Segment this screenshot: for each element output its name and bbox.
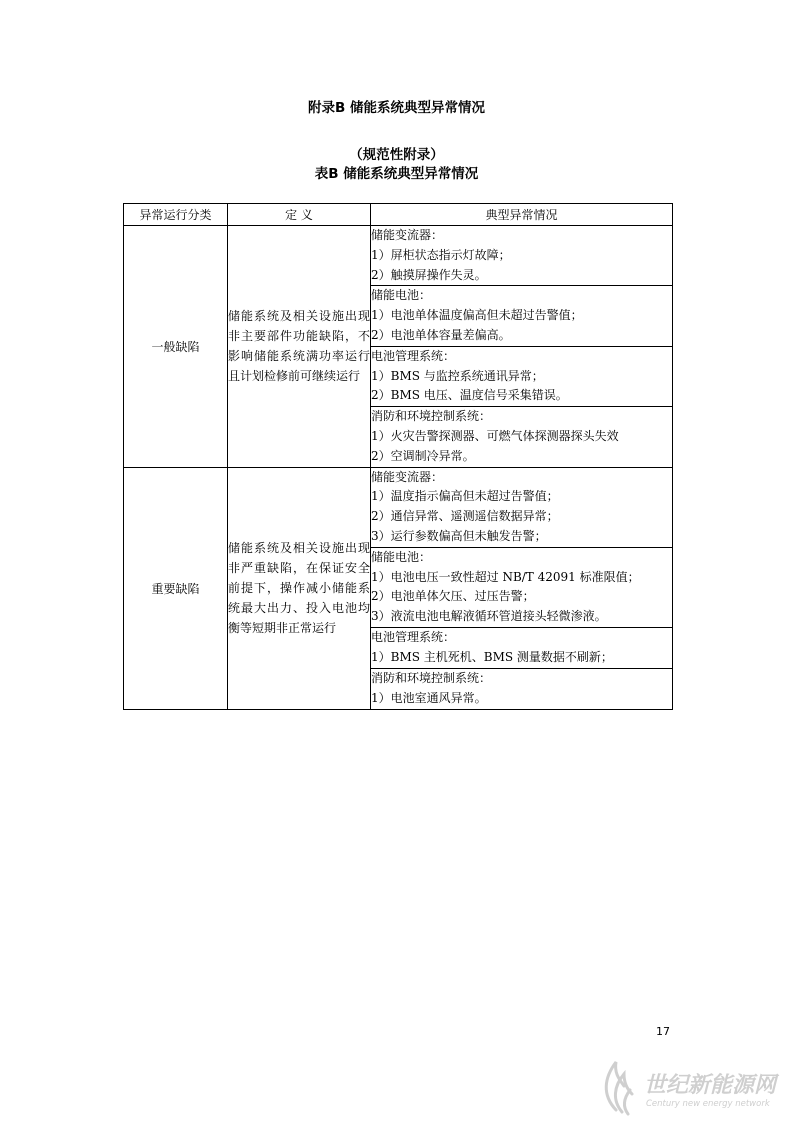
system-cell	[371, 467, 673, 547]
header-category: 异常运行分类	[124, 204, 228, 226]
definition-text: 储能系统及相关设施出现非严重缺陷，在保证安全前提下，操作减小储能系统最大出力、投入电池均衡等短期非正常运行	[228, 541, 370, 636]
anomaly-item: 3）运行参数偏高但未触发告警；	[371, 528, 547, 543]
system-cell	[371, 668, 673, 709]
definition-cell	[228, 226, 371, 468]
definition-text: 储能系统及相关设施出现非主要部件功能缺陷，不影响储能系统满功率运行且计划检修前可继续运行	[228, 309, 370, 384]
system-title: 储能变流器：	[371, 469, 444, 484]
anomaly-item: 2）电池单体欠压、过压告警；	[371, 589, 535, 604]
page-number: 17	[656, 1025, 670, 1038]
category-cell: 一般缺陷	[124, 226, 228, 468]
watermark-text: 世纪新能源网	[644, 1073, 777, 1098]
anomaly-item: 1）BMS 与监控系统通讯异常；	[371, 368, 544, 383]
system-title: 储能电池：	[371, 549, 432, 564]
header-definition: 定 义	[228, 204, 371, 226]
definition-cell	[228, 467, 371, 709]
anomaly-item: 1）电池室通风异常。	[371, 690, 487, 705]
anomaly-table	[123, 203, 673, 710]
anomaly-item: 2）空调制冷异常。	[371, 448, 475, 463]
system-title: 消防和环境控制系统：	[371, 671, 492, 686]
appendix-title: 附录B 储能系统典型异常情况	[308, 100, 485, 116]
anomaly-item: 1）电池单体温度偏高但未超过告警值；	[371, 308, 583, 323]
system-title: 电池管理系统：	[371, 630, 456, 645]
table-row	[124, 467, 673, 547]
table-header-row	[124, 204, 673, 226]
watermark-logo	[594, 1040, 790, 1120]
anomaly-item: 1）电池电压一致性超过 NB/T 42091 标准限值；	[371, 569, 640, 584]
table-title: 表B 储能系统典型异常情况	[314, 166, 479, 182]
anomaly-item: 2）电池单体容量差偏高。	[371, 327, 511, 342]
system-title: 消防和环境控制系统：	[371, 409, 492, 424]
anomaly-item: 2）BMS 电压、温度信号采集错误。	[371, 388, 568, 403]
anomaly-item: 3）液流电池电解液循环管道接头轻微渗液。	[371, 609, 607, 624]
system-cell	[371, 627, 673, 668]
flame-logo-icon	[606, 1062, 632, 1114]
anomaly-item: 2）触摸屏操作失灵。	[371, 267, 487, 282]
watermark-subtext: Century new energy network	[646, 1099, 770, 1109]
system-cell	[371, 346, 673, 406]
system-cell	[371, 547, 673, 627]
anomaly-item: 1）火灾告警探测器、可燃气体探测器探头失效	[371, 428, 619, 443]
header-typical-anomalies: 典型异常情况	[371, 204, 673, 226]
system-title: 储能电池：	[371, 288, 432, 303]
anomaly-item: 2）通信异常、遥测遥信数据异常；	[371, 509, 559, 524]
anomaly-item: 1）BMS 主机死机、BMS 测量数据不刷新；	[371, 649, 613, 664]
anomaly-item: 1）温度指示偏高但未超过告警值；	[371, 489, 559, 504]
system-cell	[371, 407, 673, 467]
system-title: 电池管理系统：	[371, 348, 456, 363]
system-cell	[371, 286, 673, 346]
table-row	[124, 226, 673, 286]
appendix-type: （规范性附录）	[349, 147, 444, 163]
system-cell	[371, 226, 673, 286]
anomaly-item: 1）屏柜状态指示灯故障；	[371, 247, 511, 262]
system-title: 储能变流器：	[371, 228, 444, 242]
category-cell: 重要缺陷	[124, 467, 228, 709]
